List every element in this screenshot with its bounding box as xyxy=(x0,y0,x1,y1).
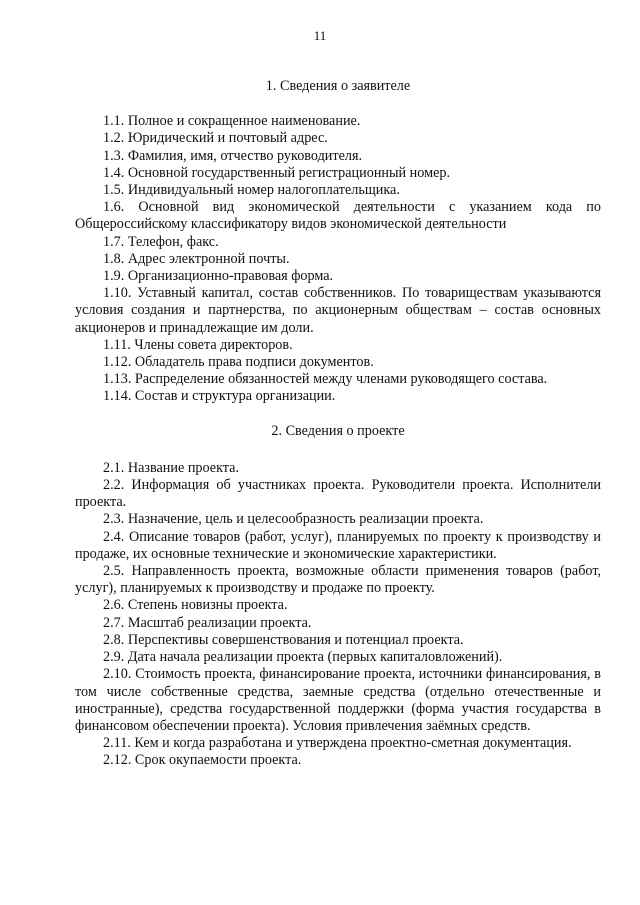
section-1-item: 1.8. Адрес электронной почты. xyxy=(103,250,290,267)
section-1-item: 1.3. Фамилия, имя, отчество руководителя. xyxy=(103,147,363,164)
section-1-list xyxy=(75,113,601,405)
section-2-item: 2.12. Срок окупаемости проекта. xyxy=(103,752,302,769)
section-1-item: 1.1. Полное и сокращенное наименование. xyxy=(103,113,361,130)
section-2-item: 2.2. Информация об участниках проекта. Руководители проекта. Исполнители проекта. xyxy=(75,477,601,511)
section-2-item: 2.9. Дата начала реализации проекта (первых капиталовложений). xyxy=(103,649,503,666)
section-2-heading: 2. Сведения о проекте xyxy=(271,422,405,439)
section-2-item: 2.7. Масштаб реализации проекта. xyxy=(103,614,312,631)
section-1-item: 1.2. Юридический и почтовый адрес. xyxy=(103,130,328,147)
section-1-item: 1.6. Основной вид экономической деятельности с указанием кода по Общероссийскому классификатору видов экономической деятельности xyxy=(75,199,601,233)
section-2-item: 2.1. Название проекта. xyxy=(103,459,239,476)
section-2-item: 2.11. Кем и когда разработана и утверждена проектно-сметная документация. xyxy=(103,735,572,752)
section-1-item: 1.12. Обладатель права подписи документов. xyxy=(103,354,374,371)
section-1-item: 1.10. Уставный капитал, состав собственников. По товариществам указываются условия создания и партнерства, по акционерным обществам – состав основных акционеров и принадлежащие им доли. xyxy=(75,285,601,336)
section-1-item: 1.7. Телефон, факс. xyxy=(103,233,219,250)
section-2-item: 2.5. Направленность проекта, возможные области применения товаров (работ, услуг), планируемых к производству и продаже по проекту. xyxy=(75,563,601,597)
section-1-heading: 1. Сведения о заявителе xyxy=(265,78,411,94)
section-1-item: 1.4. Основной государственный регистрационный номер. xyxy=(103,164,451,181)
section-2-item: 2.10. Стоимость проекта, финансирование проекта, источники финансирования, в том числе собственные средства, заемные средства (отдельно отечественные и иностранные), средства государственной поддержки (форма участия государства в финансовом обеспечении проекта). Условия привлечения заёмных средств. xyxy=(75,666,601,734)
section-1-item: 1.5. Индивидуальный номер налогоплательщика. xyxy=(103,182,400,199)
section-1-item: 1.13. Распределение обязанностей между членами руководящего состава. xyxy=(103,371,548,388)
page-number: 11 xyxy=(313,28,327,43)
section-1-item: 1.11. Члены совета директоров. xyxy=(103,336,293,353)
section-2-item: 2.4. Описание товаров (работ, услуг), планируемых по проекту к производству и продаже, их основные технические и экономические характеристики. xyxy=(75,528,601,562)
section-2-item: 2.3. Назначение, цель и целесообразность реализации проекта. xyxy=(103,511,484,528)
section-2-item: 2.6. Степень новизны проекта. xyxy=(103,597,288,614)
section-2-item: 2.8. Перспективы совершенствования и потенциал проекта. xyxy=(103,631,464,648)
document-body xyxy=(75,78,601,770)
section-1-item: 1.9. Организационно-правовая форма. xyxy=(103,268,334,285)
section-2-list xyxy=(75,460,601,770)
section-1-item: 1.14. Состав и структура организации. xyxy=(103,388,336,405)
